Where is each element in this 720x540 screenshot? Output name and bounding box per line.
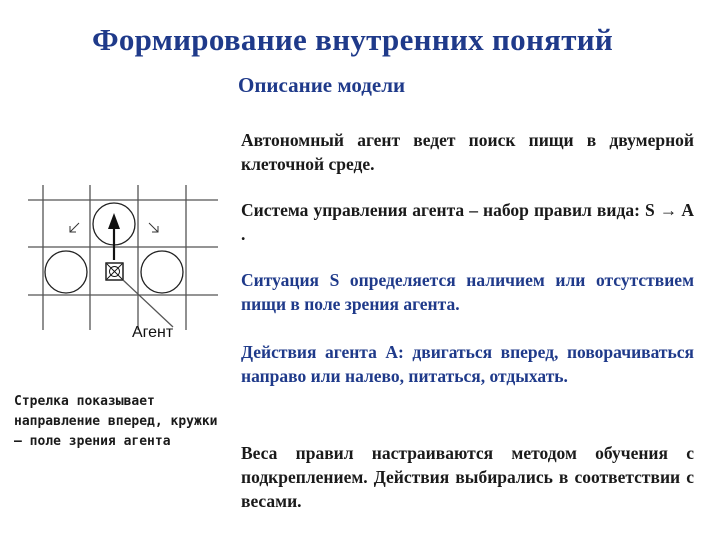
paragraph-situation: Ситуация S определяется наличием или отсутствием пищи в поле зрения агента. xyxy=(241,270,694,314)
paragraph-actions: Действия агента A: двигаться вперед, поворачиваться направо или налево, питаться, отдыхать. xyxy=(241,342,694,386)
paragraph-weights: Веса правил настраиваются методом обучения с подкреплением. Действия выбирались в соответствии с весами. xyxy=(241,443,694,511)
turn-left-arrow-icon xyxy=(70,223,79,232)
agent-icon xyxy=(106,263,123,280)
grid-world-diagram xyxy=(28,185,223,350)
field-of-view-circle-right xyxy=(141,251,183,293)
slide-subtitle: Описание модели xyxy=(238,73,406,97)
field-of-view-circle-left xyxy=(45,251,87,293)
paragraph-control-system: Система управления агента – набор правил вида: S → A . xyxy=(241,200,694,244)
turn-right-arrow-icon xyxy=(149,223,158,232)
agent-label: Агент xyxy=(132,324,174,341)
diagram-caption: Стрелка показывает направление вперед, кружки – поле зрения агента xyxy=(14,394,218,449)
slide-title: Формирование внутренних понятий xyxy=(91,22,614,57)
paragraph-agent-search: Автономный агент ведет поиск пищи в двумерной клеточной среде. xyxy=(241,130,694,174)
